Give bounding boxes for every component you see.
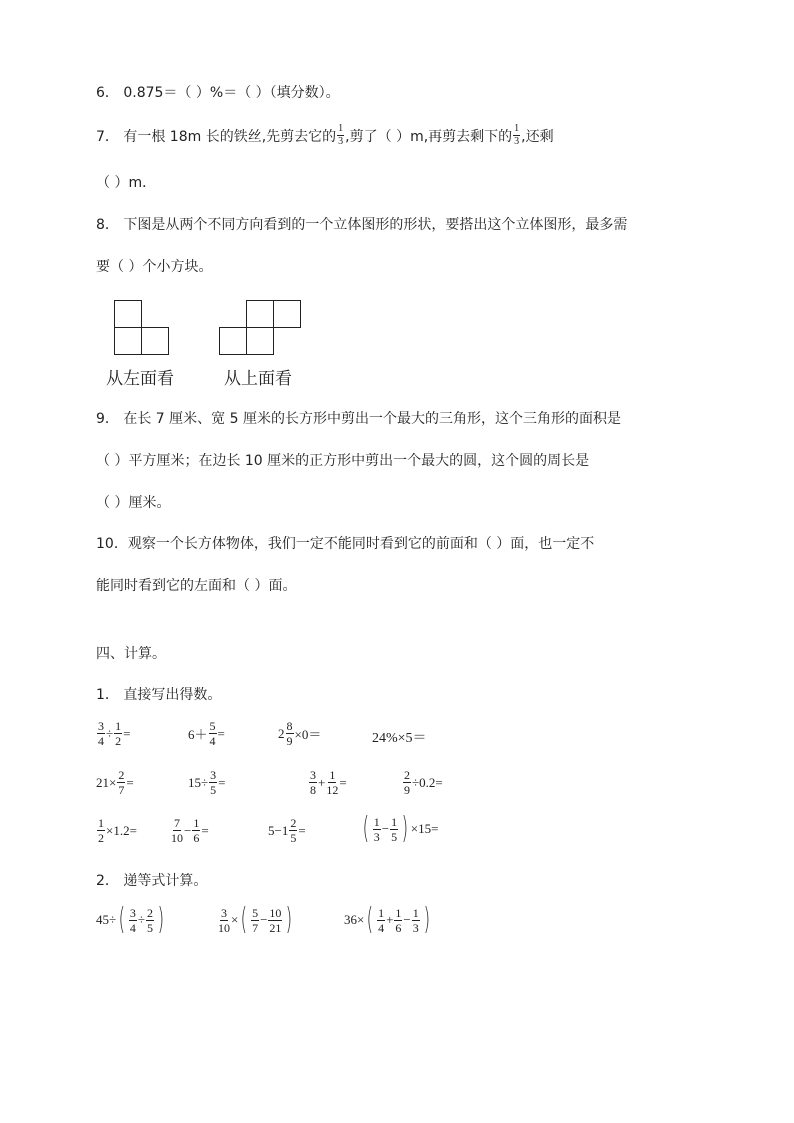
question-9-line2: （ ）平方厘米；在边长 10 厘米的正方形中剪出一个最大的圆，这个圆的周长是 <box>96 453 590 469</box>
question-10-line2: 能同时看到它的左面和（ ）面。 <box>96 578 297 594</box>
question-8-line2: 要（ ）个小方块。 <box>96 259 213 275</box>
top-view-cell <box>246 327 274 355</box>
top-view-cell <box>219 327 247 355</box>
calc-1-r1-d: 24%×5＝ <box>372 731 427 746</box>
question-9-line3: （ ）厘米。 <box>96 495 171 511</box>
calc-1-r3-b: $\frac{7}{10}$ − $\frac{1}{6}$ = <box>171 816 209 845</box>
q7-fraction-2: $\frac{1}{3}$ <box>514 123 520 147</box>
question-9-line1: 9． 在长 7 厘米、宽 5 厘米的长方形中剪出一个最大的三角形，这个三角形的面积是 <box>96 411 621 427</box>
question-7-line1 <box>96 124 554 147</box>
question-7-line2: （ ）m． <box>96 175 157 191</box>
left-view-cell <box>114 327 142 355</box>
calc-1-r2-d: $\frac{2}{9}$ ÷0.2= <box>404 768 443 797</box>
calc-2-a: 45÷ ( $\frac{3}{4}$ ÷ $\frac{2}{5}$ ) <box>96 902 165 937</box>
q7-text-part3: ,还剩 <box>521 128 554 145</box>
calc-1-title: 1． 直接写出得数。 <box>96 687 222 703</box>
calc-1-r3-c: 5−1 $\frac{2}{5}$ = <box>268 816 306 845</box>
calc-1-r1-a: $\frac{3}{4}$ ÷ $\frac{1}{2}$ = <box>98 719 131 748</box>
left-view-cell <box>141 327 169 355</box>
q7-fraction-1: $\frac{1}{3}$ <box>338 123 344 147</box>
top-view-cell <box>273 300 301 328</box>
calc-1-r2-c: $\frac{3}{8}$ + $\frac{1}{12}$ = <box>310 768 347 797</box>
question-10-line1: 10．观察一个长方体物体，我们一定不能同时看到它的前面和（ ）面，也一定不 <box>96 536 595 552</box>
calc-1-r2-a: 21× $\frac{2}{7}$ = <box>96 768 134 797</box>
calc-1-r1-b: 6＋ $\frac{5}{4}$ = <box>188 719 225 748</box>
question-6: 6． 0.875＝（ ）%＝（ ）（填分数）。 <box>96 85 340 101</box>
calc-2-b: $\frac{3}{10}$ × ( $\frac{5}{7}$ − $\frac{10}{21}$ ) <box>218 902 293 937</box>
calc-2-c: 36× ( $\frac{1}{4}$ + $\frac{1}{6}$ − $\frac{1}{3}$ ) <box>344 902 430 937</box>
section-4-title: 四、计算。 <box>96 646 166 662</box>
calc-1-r3-d: ( $\frac{1}{3}$ − $\frac{1}{5}$ ) ×15= <box>362 811 439 846</box>
q7-text-part2: ,剪了（ ）m,再剪去剩下的 <box>345 128 513 145</box>
calc-2-title: 2． 递等式计算。 <box>96 873 208 889</box>
q7-text-part1: 7． 有一根 18m 长的铁丝,先剪去它的 <box>96 128 337 145</box>
calc-1-r3-a: $\frac{1}{2}$ ×1.2= <box>98 816 137 845</box>
caption-left-view: 从左面看 <box>106 369 174 389</box>
calc-1-r1-c: 2 $\frac{8}{9}$ ×0＝ <box>278 719 322 748</box>
calc-1-r2-b: 15÷ $\frac{3}{5}$ = <box>188 768 226 797</box>
top-view-cell <box>246 300 274 328</box>
left-view-cell <box>114 300 142 328</box>
caption-top-view: 从上面看 <box>224 369 292 389</box>
question-8-line1: 8． 下图是从两个不同方向看到的一个立体图形的形状，要搭出这个立体图形，最多需 <box>96 217 628 233</box>
